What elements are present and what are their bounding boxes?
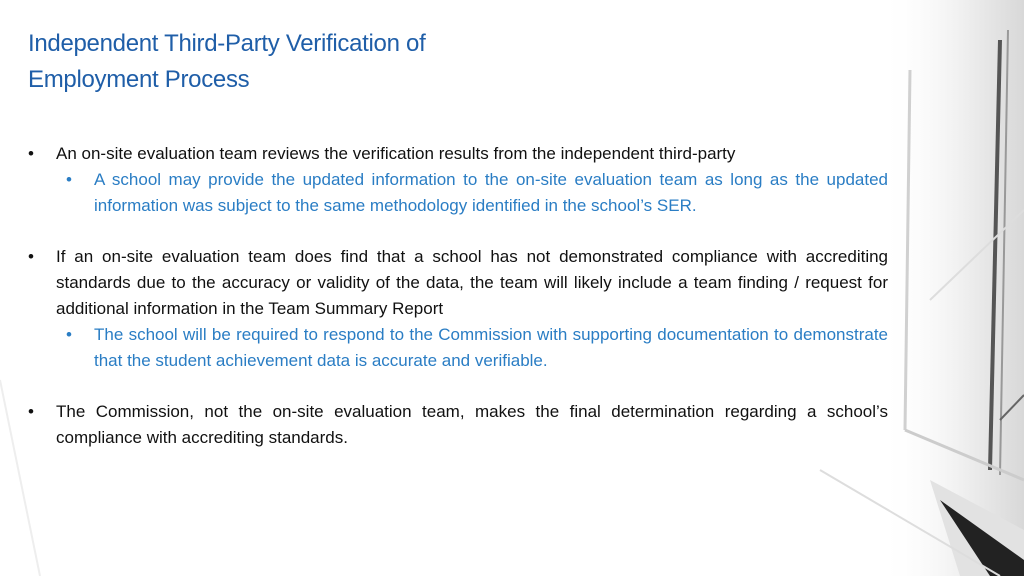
bullet-item: [28, 141, 888, 167]
bullet-icon: •: [28, 247, 34, 266]
bullet-item: [28, 399, 888, 451]
bullet-item: [28, 244, 888, 322]
bullet-icon: •: [28, 402, 34, 421]
bullet-text: If an on-site evaluation team does find that a school has not demonstrated compliance with accrediting standards due to the accuracy or validity of the data, the team will likely include a team finding / request for additional information in the Team Summary Report: [56, 247, 888, 318]
sub-bullet-item: [28, 322, 888, 374]
bullet-icon: •: [66, 170, 72, 189]
bullet-icon: •: [66, 325, 72, 344]
bullet-icon: •: [28, 144, 34, 163]
bullet-text: The Commission, not the on-site evaluation team, makes the final determination regarding a school’s compliance with accrediting standards.: [56, 402, 888, 447]
sub-bullet-text: The school will be required to respond to the Commission with supporting documentation to demonstrate that the student achievement data is accurate and verifiable.: [94, 325, 888, 370]
sub-bullet-item: [28, 167, 888, 219]
bullet-list: [28, 141, 888, 451]
bullet-text: An on-site evaluation team reviews the verification results from the independent third-party: [56, 144, 736, 163]
sub-bullet-text: A school may provide the updated information to the on-site evaluation team as long as the updated information was subject to the same methodology identified in the school’s SER.: [94, 170, 888, 215]
slide-title: Independent Third-Party Verification of Employment Process: [28, 30, 426, 93]
